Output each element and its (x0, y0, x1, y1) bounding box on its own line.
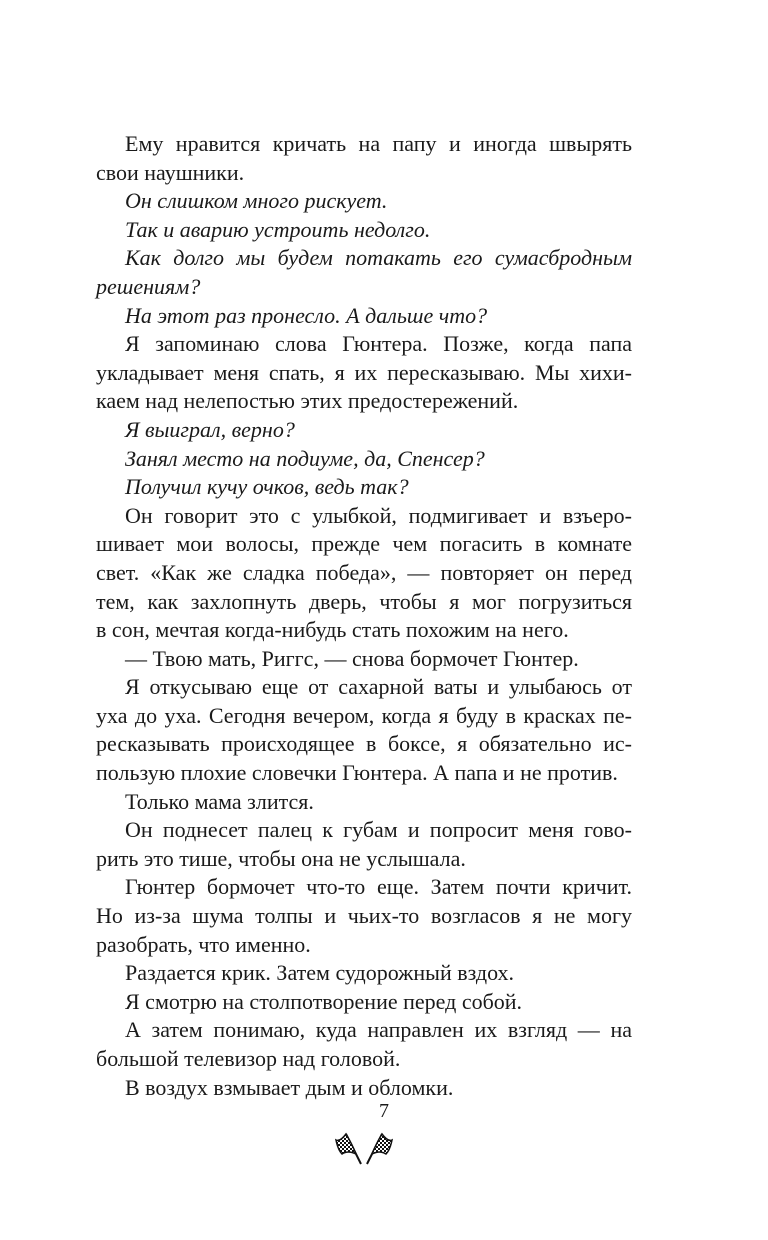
paragraph (96, 1016, 632, 1073)
text-line: укладывает меня спать, я их пересказываю. Мы хихи- (96, 359, 632, 385)
paragraph (96, 788, 632, 817)
text-line: рить это тише, чтобы она не услышала. (96, 845, 466, 871)
page-number: 7 (379, 1100, 389, 1122)
text-line: Я запоминаю слова Гюнтера. Позже, когда папа (125, 331, 632, 357)
paragraph (96, 645, 632, 674)
text-line: Я выиграл, верно? (125, 416, 295, 442)
text-line: — Твою мать, Риггс, — снова бормочет Гюнтер. (125, 645, 579, 671)
text-line: Я смотрю на столпотворение перед собой. (125, 988, 523, 1014)
text-line: Он слишком много рискует. (125, 188, 388, 214)
text-line: Так и аварию устроить недолго. (125, 216, 431, 242)
paragraph (96, 473, 632, 502)
text-line: тем, как захлопнуть дверь, чтобы я мог погрузиться (96, 588, 632, 614)
text-line: На этот раз пронесло. А дальше что? (125, 302, 488, 328)
checkered-flags-icon (334, 1128, 394, 1166)
text-line: каем над нелепостью этих предостережений. (96, 388, 519, 414)
paragraph (96, 873, 632, 959)
text-line: в сон, мечтая когда-нибудь стать похожим на него. (96, 617, 569, 643)
text-line: Но из-за шума толпы и чьих-то возгласов я не могу (96, 903, 632, 929)
paragraph (96, 187, 632, 216)
text-line: большой телевизор над головой. (96, 1046, 401, 1071)
paragraph (96, 416, 632, 445)
text-line: разобрать, что именно. (96, 931, 311, 957)
text-line: Как долго мы будем потакать его сумасбродным (125, 245, 632, 271)
paragraph (96, 244, 632, 301)
text-line: уха до уха. Сегодня вечером, когда я буду в красках пе- (96, 702, 632, 728)
text-line: Получил кучу очков, ведь так? (125, 474, 409, 500)
text-line: Занял место на подиуме, да, Спенсер? (125, 445, 485, 471)
paragraph (96, 502, 632, 645)
text-line: Он говорит это с улыбкой, подмигивает и взъеро- (125, 502, 632, 528)
text-line: шивает мои волосы, прежде чем погасить в комнате (96, 531, 632, 557)
text-line: свои наушники. (96, 159, 245, 185)
paragraph (96, 216, 632, 245)
text-line: пользую плохие словечки Гюнтера. А папа и не против. (96, 760, 618, 786)
paragraph (96, 673, 632, 787)
text-line: ресказывать происходящее в боксе, я обязательно ис- (96, 731, 632, 757)
text-line: Раздается крик. Затем судорожный вздох. (125, 960, 515, 986)
paragraph (96, 816, 632, 873)
text-line: Он поднесет палец к губам и попросит меня гово- (125, 817, 632, 843)
text-line: А затем понимаю, куда направлен их взгляд — на (125, 1017, 632, 1043)
text-line: решениям? (96, 273, 201, 299)
paragraph (96, 330, 632, 416)
body-text (96, 130, 632, 1102)
paragraph (96, 302, 632, 331)
paragraph (96, 445, 632, 474)
text-line: Я откусываю еще от сахарной ваты и улыбаюсь от (125, 674, 632, 700)
text-line: Только мама злится. (125, 788, 314, 814)
text-line: В воздух взмывает дым и обломки. (125, 1074, 454, 1100)
text-line: Ему нравится кричать на папу и иногда швырять (125, 131, 632, 156)
paragraph (96, 988, 632, 1017)
text-line: свет. «Как же сладка победа», — повторяет он перед (96, 559, 632, 585)
text-line: Гюнтер бормочет что-то еще. Затем почти кричит. (125, 874, 632, 900)
paragraph (96, 1074, 632, 1103)
paragraph (96, 959, 632, 988)
paragraph (96, 130, 632, 187)
